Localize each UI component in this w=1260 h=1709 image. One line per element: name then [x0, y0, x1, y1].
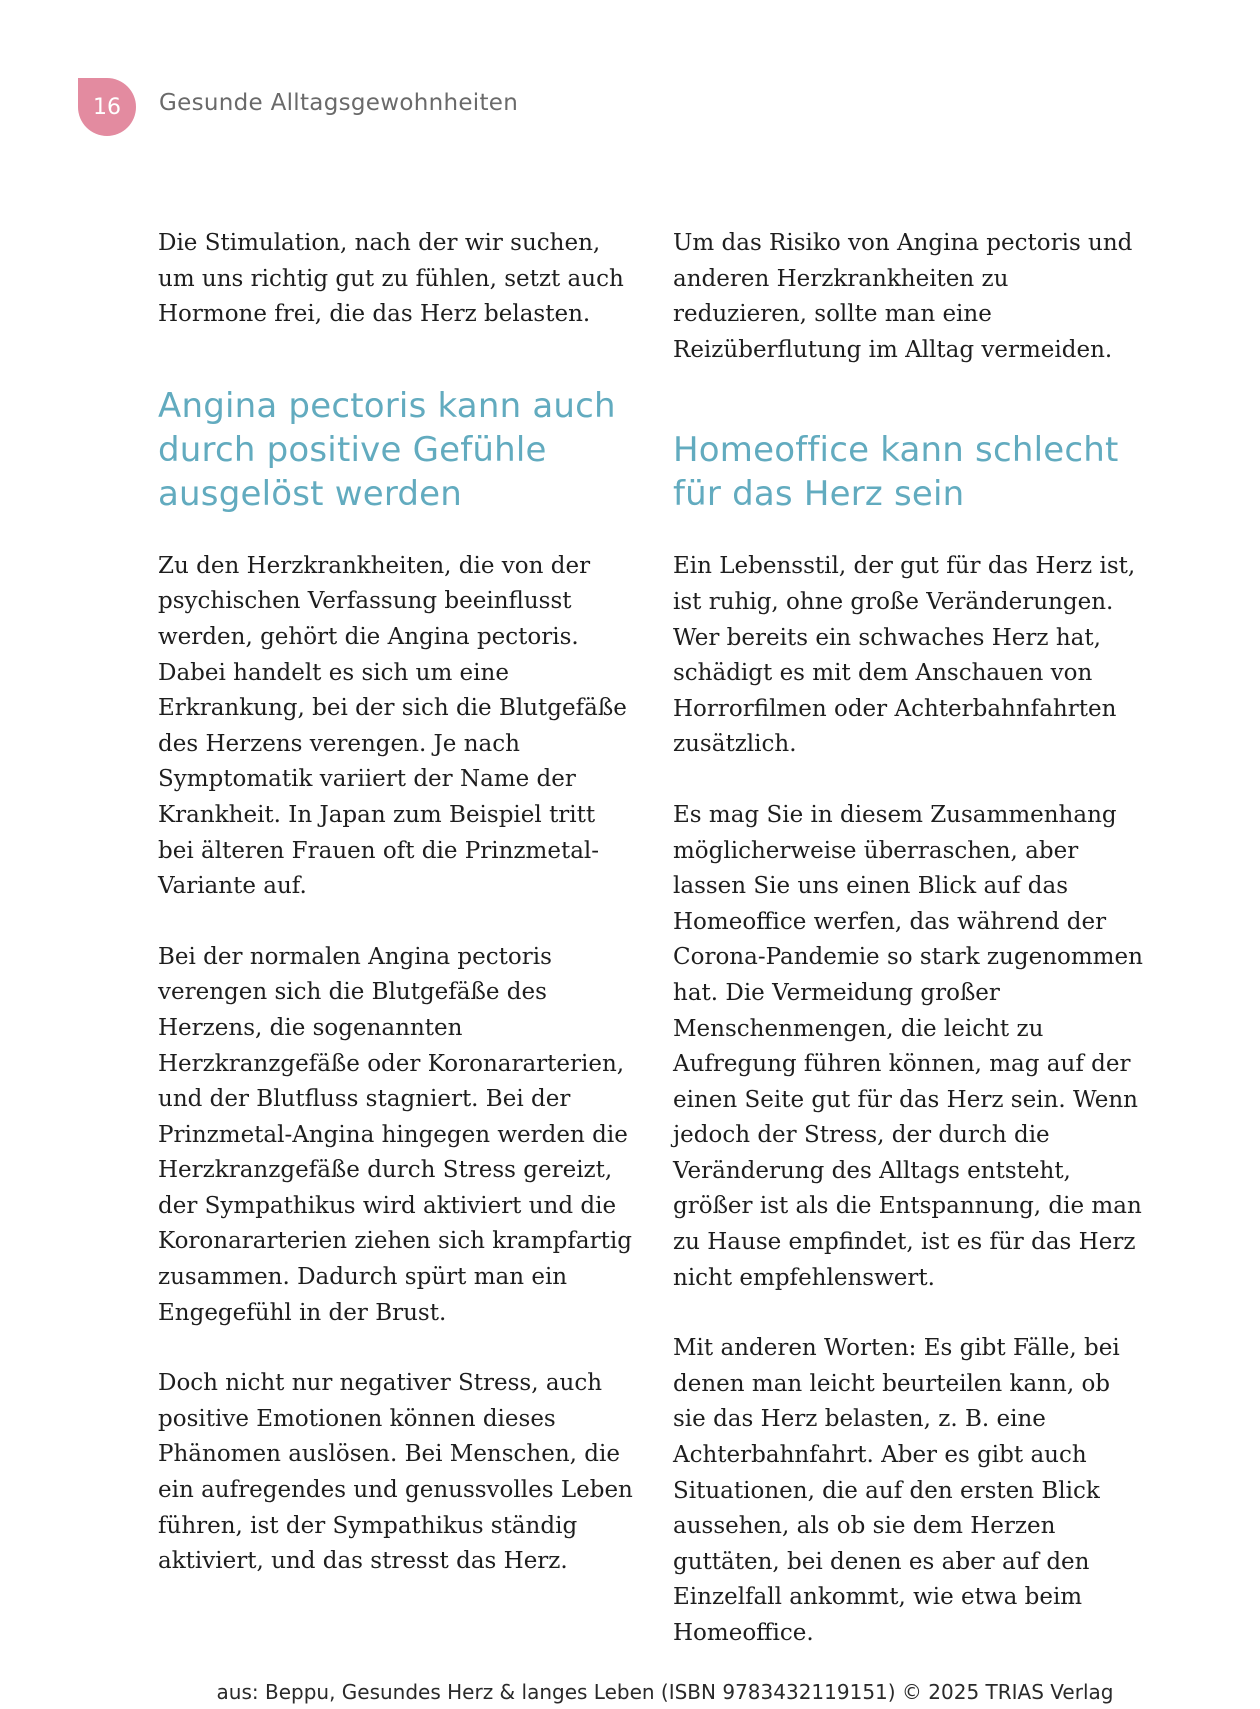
- left-paragraph-3: Bei der normalen Angina pectoris verengen sich die Blutgefäße des Herzens, die sogenannten Herzkranzgefäße oder Koronararterien, und der Blutfluss stagniert. Bei der Prinzmetal-Angina hingegen werden die Herzkranzgefäße durch Stress gereizt, der Sympathikus wird aktiviert und die Koronararterien ziehen sich krampfartig zusammen. Dadurch spürt man ein Engegefühl in der Brust.: [158, 943, 632, 1326]
- page-number: 16: [93, 94, 121, 120]
- left-paragraph-1: Die Stimulation, nach der wir suchen, um uns richtig gut zu fühlen, setzt auch Hormone frei, die das Herz belasten.: [158, 230, 624, 328]
- page-number-badge: [78, 78, 136, 136]
- section-heading-angina: Angina pectoris kann auch durch positive Gefühle ausgelöst werden: [158, 385, 616, 514]
- right-column: [673, 226, 1148, 1687]
- source-citation: aus: Beppu, Gesundes Herz & langes Leben (ISBN 9783432119151) © 2025 TRIAS Verlag: [216, 1680, 1114, 1704]
- left-column: [158, 226, 633, 1615]
- right-paragraph-3: Es mag Sie in diesem Zusammenhang möglicherweise überraschen, aber lassen Sie uns einen Blick auf das Homeoffice werfen, das während der Corona-Pandemie so stark zugenommen hat. Die Vermeidung großer Menschenmengen, die leicht zu Aufregung führen können, mag auf der einen Seite gut für das Herz sein. Wenn jedoch der Stress, der durch die Veränderung des Alltags entsteht, größer ist als die Entspannung, die man zu Hause empfindet, ist es für das Herz nicht empfehlenswert.: [673, 801, 1143, 1291]
- left-paragraph-2: Zu den Herzkrankheiten, die von der psychischen Verfassung beeinflusst werden, gehört die Angina pectoris. Dabei handelt es sich um eine Erkrankung, bei der sich die Blutgefäße des Herzens verengen. Je nach Symptomatik variiert der Name der Krankheit. In Japan zum Beispiel tritt bei älteren Frauen oft die Prinzmetal-Variante auf.: [158, 552, 627, 900]
- right-paragraph-2: Ein Lebensstil, der gut für das Herz ist, ist ruhig, ohne große Veränderungen. Wer bereits ein schwaches Herz hat, schädigt es mit dem Anschauen von Horrorfilmen oder Achterbahnfahrten zusätzlich.: [673, 553, 1136, 758]
- right-paragraph-4: Mit anderen Worten: Es gibt Fälle, bei denen man leicht beurteilen kann, ob sie das Herz belasten, z. B. eine Achterbahnfahrt. Aber es gibt auch Situationen, die auf den ersten Blick aussehen, als ob sie dem Herzen guttäten, bei denen es aber auf den Einzelfall ankommt, wie etwa beim Homeoffice.: [673, 1335, 1120, 1646]
- running-title: Gesunde Alltagsgewohnheiten: [159, 90, 519, 116]
- left-paragraph-4: Doch nicht nur negativer Stress, auch positive Emotionen können dieses Phänomen auslösen. Bei Menschen, die ein aufregendes und genussvolles Leben führen, ist der Sympathikus ständig aktiviert, und das stresst das Herz.: [158, 1370, 633, 1575]
- section-heading-homeoffice: Homeoffice kann schlecht für das Herz sein: [673, 430, 1119, 515]
- right-paragraph-1: Um das Risiko von Angina pectoris und anderen Herzkrankheiten zu reduzieren, sollte man eine Reizüberflutung im Alltag vermeiden.: [673, 230, 1133, 363]
